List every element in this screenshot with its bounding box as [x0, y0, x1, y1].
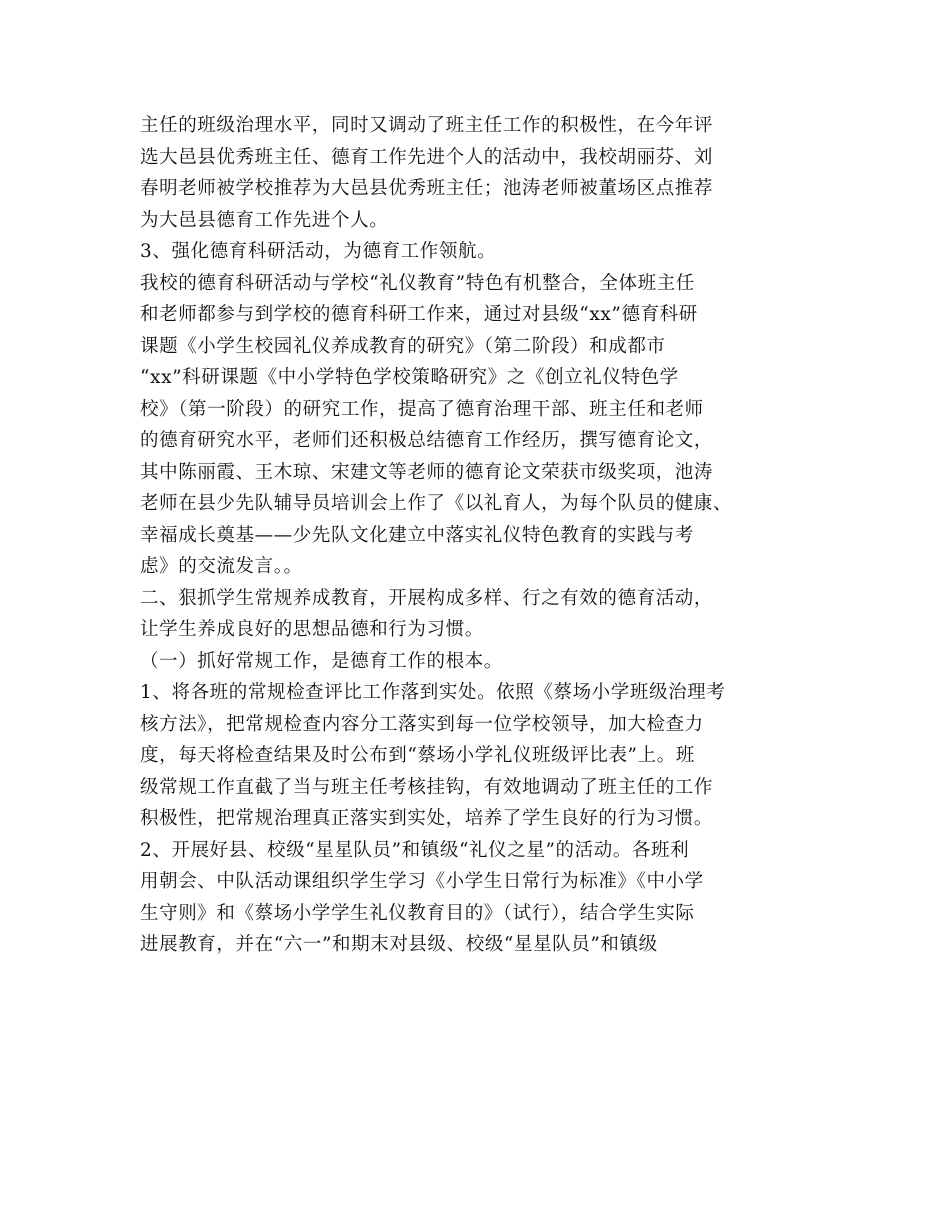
subsection-heading: （一）抓好常规工作，是德育工作的根本。 — [140, 650, 503, 672]
text-line: 核方法》，把常规检查内容分工落实到每一位学校领导，加大检查力 — [140, 713, 704, 735]
section-heading: 二、狠抓学生常规养成教育，开展构成多样、行之有效的德育活动， — [140, 587, 714, 609]
text-line: 课题《小学生校园礼仪养成教育的研究》（第二阶段）和成都市 — [140, 335, 666, 357]
text-line: 让学生养成良好的思想品德和行为习惯。 — [140, 619, 484, 640]
text-line: 主任的班级治理水平，同时又调动了班主任工作的积极性，在今年评 — [140, 115, 714, 136]
text-line: 2、开展好县、校级“星星队员”和镇级“礼仪之星”的活动。各班利 — [140, 839, 690, 861]
text-line: “xx”科研课题《中小学特色学校策略研究》之《创立礼仪特色学 — [140, 367, 679, 388]
text-line: 选大邑县优秀班主任、德育工作先进个人的活动中，我校胡丽芬、刘 — [140, 146, 714, 168]
section-heading: 3、强化德育科研活动，为德育工作领航。 — [140, 241, 497, 262]
text-line: 进展教育，并在“六一”和期末对县级、校级“星星队员”和镇级 — [140, 934, 658, 955]
text-line: 度，每天将检查结果及时公布到“蔡场小学礼仪班级评比表”上。班 — [140, 745, 695, 766]
text-line: 的德育研究水平，老师们还积极总结德育工作经历，撰写德育论文， — [140, 430, 714, 451]
text-line: 其中陈丽霞、王木琼、宋建文等老师的德育论文荣获市级奖项，池涛 — [140, 461, 714, 483]
text-line: 校》（第一阶段）的研究工作，提高了德育治理干部、班主任和老师 — [140, 398, 704, 420]
text-line: 级常规工作直截了当与班主任考核挂钩，有效地调动了班主任的工作 — [140, 776, 714, 798]
text-line: 生守则》和《蔡场小学学生礼仪教育目的》（试行），结合学生实际 — [140, 902, 695, 924]
text-line: 春明老师被学校推荐为大邑县优秀班主任；池涛老师被董场区点推荐 — [140, 178, 714, 199]
text-line: 和老师都参与到学校的德育科研工作来，通过对县级“xx”德育科研 — [140, 304, 698, 325]
text-line: 我校的德育科研活动与学校“礼仪教育”特色有机整合，全体班主任 — [140, 272, 695, 294]
text-line: 用朝会、中队活动课组织学生学习《小学生日常行为标准》《中小学 — [140, 871, 704, 892]
text-line: 虑》的交流发言。。 — [140, 556, 303, 577]
text-line: 1、将各班的常规检查评比工作落到实处。依照《蔡场小学班级治理考 — [140, 682, 726, 703]
text-line: 为大邑县德育工作先进个人。 — [140, 209, 389, 231]
text-line: 老师在县少先队辅导员培训会上作了《以礼育人，为每个队员的健康、 — [140, 493, 733, 514]
text-line: 积极性，把常规治理真正落实到实处，培养了学生良好的行为习惯。 — [140, 808, 714, 829]
body-text — [140, 110, 830, 961]
text-line: 幸福成长奠基——少先队文化建立中落实礼仪特色教育的实践与考 — [140, 524, 694, 546]
